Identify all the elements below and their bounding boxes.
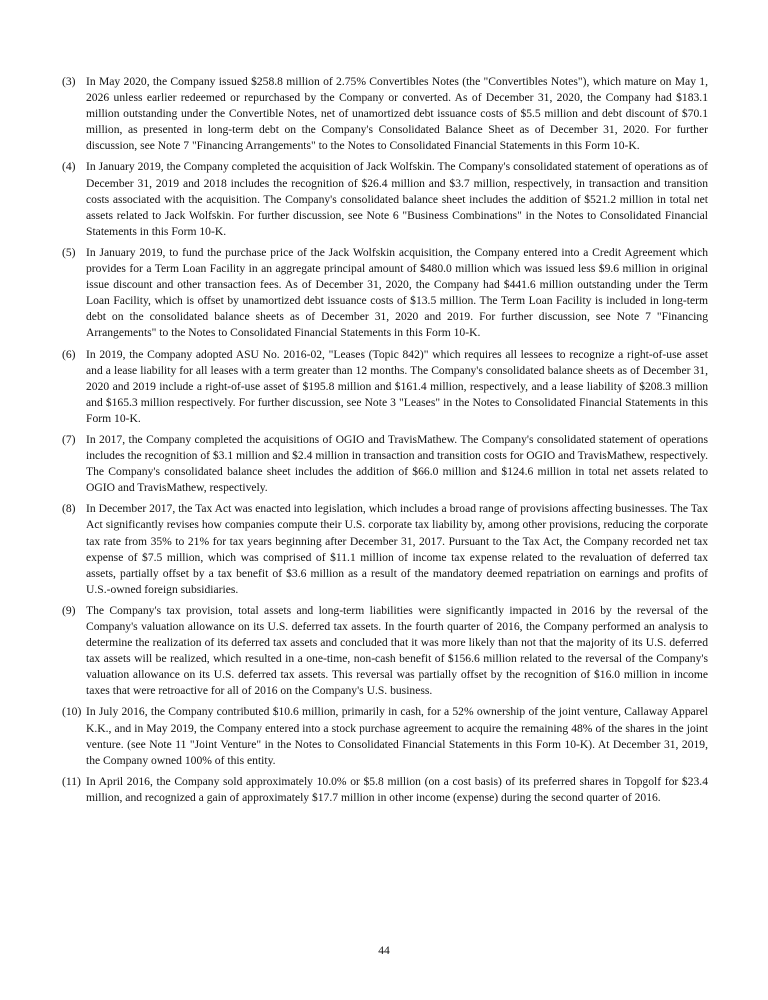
footnote-number: (3) [62,75,76,88]
footnote-11 [62,774,708,806]
footnote-text: In December 2017, the Tax Act was enacted into legislation, which includes a broad range of provisions affecting businesses. The Tax Act significantly revises how companies compute their U.S. corporate tax liability by, among other provisions, reducing the corporate tax rate from 35% to 21% for tax years beginning after December 31, 2017. Pursuant to the Tax Act, the Company recorded net tax expense of $7.5 million, which was comprised of $11.1 million of income tax expense related to the revaluation of deferred tax assets, partially offset by a tax benefit of $3.6 million as a result of the mandatory deemed repatriation on earnings and profits of U.S.-owned foreign subsidiaries. [86,502,708,596]
footnote-number: (7) [62,432,76,446]
footnote-text: In April 2016, the Company sold approximately 10.0% or $5.8 million (on a cost basis) of its preferred shares in Topgolf for $23.4 million, and recognized a gain of approximately $17.7 million in other income (expense) during the second quarter of 2016. [86,774,708,804]
footnote-number: (4) [62,160,76,174]
footnote-4 [62,159,708,239]
footnote-10 [62,704,708,768]
footnote-number: (9) [62,603,76,617]
page-number: 44 [378,944,390,957]
footnote-7 [62,432,708,496]
footnote-number: (6) [62,347,76,361]
footnote-text: The Company's tax provision, total assets and long-term liabilities were significantly impacted in 2016 by the reversal of the Company's valuation allowance on its U.S. deferred tax assets. In the fourth quarter of 2016, the Company performed an analysis to determine the realization of its deferred tax assets and concluded that it was more likely than not that the majority of its U.S. deferred tax assets will be realized, which resulted in a one-time, non-cash benefit of $156.6 million related to the reversal of the Company's valuation allowance on its U.S. deferred tax assets. This reversal was partially offset by the recognition of $16.0 million in income taxes that were retroactive for all of 2016 on the Company's U.S. business. [86,603,708,698]
footnote-9 [62,603,708,700]
footnote-number: (5) [62,245,76,259]
footnote-text: In 2019, the Company adopted ASU No. 2016-02, "Leases (Topic 842)" which requires all lessees to recognize a right-of-use asset and a lease liability for all leases with a term greater than 12 months. The Company's consolidated balance sheets as of December 31, 2020 and 2019 include a right-of-use asset of $195.8 million and $161.4 million, respectively, and a lease liability of $208.3 million and $165.3 million respectively. For further discussion, see Note 3 "Leases" in the Notes to Consolidated Financial Statements in this Form 10-K. [86,347,708,425]
footnote-6 [62,347,708,427]
footnote-text: In 2017, the Company completed the acquisitions of OGIO and TravisMathew. The Company's consolidated statement of operations includes the recognition of $3.1 million and $2.4 million in transaction and transition costs for OGIO and TravisMathew, respectively. The Company's consolidated balance sheet includes the addition of $66.0 million and $124.6 million in total net assets related to OGIO and TravisMathew, respectively. [86,432,708,495]
footnote-number: (8) [62,502,76,516]
footnote-5 [62,245,708,342]
footnote-3 [62,74,708,154]
footnote-text: In January 2019, to fund the purchase price of the Jack Wolfskin acquisition, the Company entered into a Credit Agreement which provides for a Term Loan Facility in an aggregate principal amount of $480.0 million which was issued less $9.6 million in original issue discount and other transaction fees. As of December 31, 2020, the Company had $441.6 million outstanding under the Term Loan Facility, which is offset by unamortized debt issuance costs of $13.5 million. The Term Loan Facility is included in long-term debt on the consolidated balance sheets as of December 31, 2020 and 2019. For further discussion, see Note 7 "Financing Arrangements" to the Notes to Consolidated Financial Statements in this Form 10-K. [86,245,708,340]
footnote-number: (10) [62,705,82,719]
footnote-text: In May 2020, the Company issued $258.8 million of 2.75% Convertibles Notes (the "Convertibles Notes"), which mature on May 1, 2026 unless earlier redeemed or repurchased by the Company or converted. As of December 31, 2020, the Company had $183.1 million outstanding under the Convertible Notes, net of unamortized debt issuance costs of $5.5 million and debt discount of $70.1 million, as presented in long-term debt on the Company's Consolidated Balance Sheet as of December 31, 2020. For further discussion, see Note 7 "Financing Arrangements" to the Notes to Consolidated Financial Statements in this Form 10-K. [86,75,708,153]
footnote-8 [62,501,708,598]
footnote-number: (11) [62,774,81,788]
document-page [62,74,708,811]
footnote-text: In July 2016, the Company contributed $10.6 million, primarily in cash, for a 52% ownership of the joint venture, Callaway Apparel K.K., and in May 2019, the Company entered into a stock purchase agreement to acquire the remaining 48% of the shares in the joint venture. (see Note 11 "Joint Venture" in the Notes to Consolidated Financial Statements in this Form 10-K). At December 31, 2019, the Company owned 100% of this entity. [86,705,708,767]
footnote-text: In January 2019, the Company completed the acquisition of Jack Wolfskin. The Company's consolidated statement of operations as of December 31, 2019 and 2018 includes the recognition of $26.4 million and $3.7 million, respectively, in transaction and transition costs associated with the acquisition. The Company's consolidated balance sheet includes the addition of $521.2 million in total net assets related to Jack Wolfskin. For further discussion, see Note 6 "Business Combinations" in the Notes to Consolidated Financial Statements in this Form 10-K. [86,160,708,238]
